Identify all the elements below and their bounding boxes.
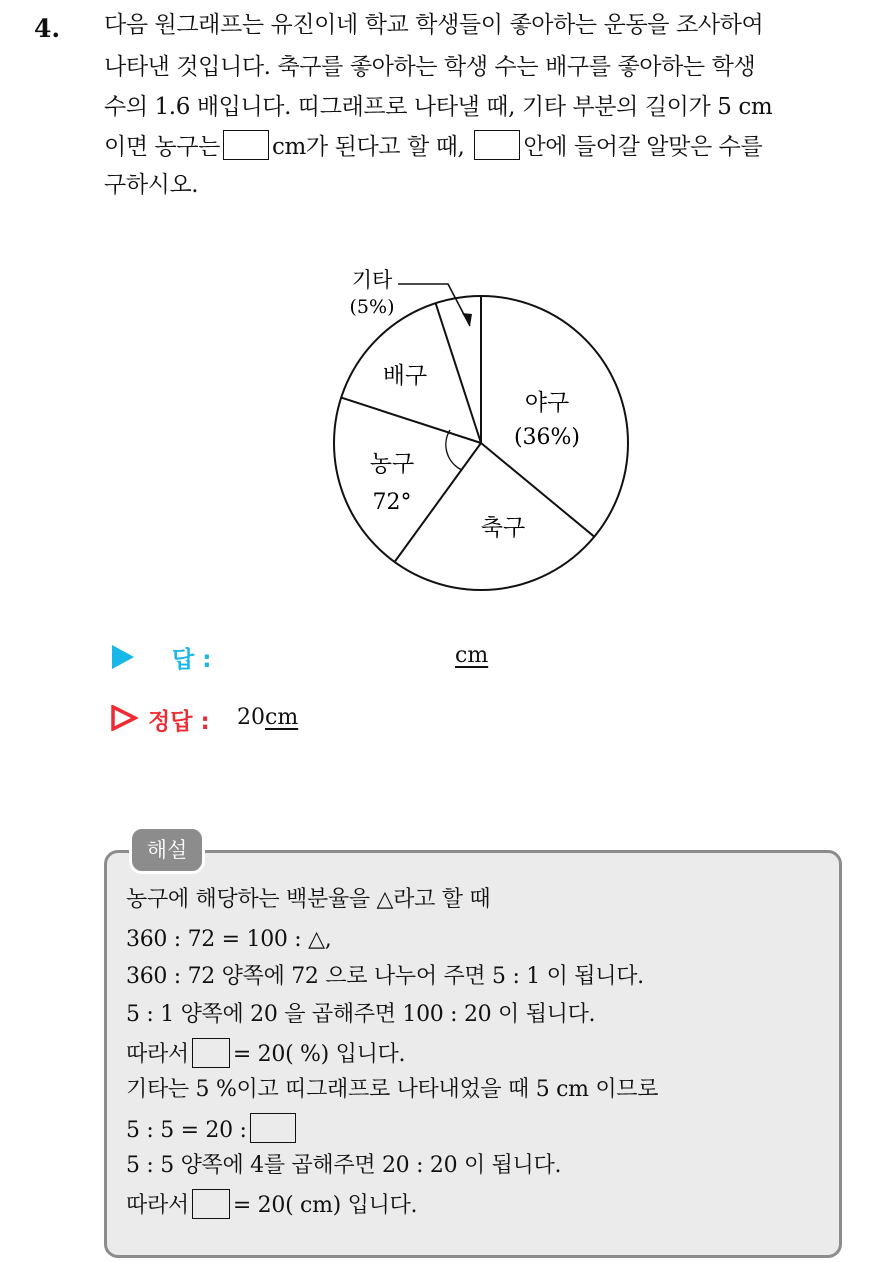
question-number: 4. [34,14,61,43]
blank-box [192,1038,230,1068]
pie-chart [300,250,650,600]
answer-unit: cm [455,643,489,668]
blank-box [223,130,269,160]
correct-answer [237,705,298,730]
explanation-line-2: 360 : 72 = 100 : △, [126,927,332,952]
correct-label: 정답 : [148,709,210,735]
explanation-line-5 [126,1038,405,1070]
explanation-line-5-part-a: 따라서 [126,1042,189,1067]
question-line-3: 수의 1.6 배입니다. 띠그래프로 나타낼 때, 기타 부분의 길이가 5 cm [104,94,773,120]
explanation-line-5-part-b: = 20( %) 입니다. [232,1042,406,1067]
question-line-2: 나타낸 것입니다. 축구를 좋아하는 학생 수는 배구를 좋아하는 학생 [104,54,756,80]
slice-label-other: 기타 [351,268,393,292]
explanation-line-1: 농구에 해당하는 백분율을 △라고 할 때 [126,887,491,912]
explanation-line-4: 5 : 1 양쪽에 20 을 곱해주면 100 : 20 이 됩니다. [126,1002,596,1027]
explanation-tab: 해설 [129,826,205,874]
slice-angle-basketball: 72° [372,490,412,515]
explanation-line-8: 5 : 5 양쪽에 4를 곱해주면 20 : 20 이 됩니다. [126,1153,562,1178]
question-line-4-part-c: 안에 들어갈 알맞은 수를 [523,134,763,160]
question-line-4-part-b: cm가 된다고 할 때, [272,134,465,160]
correct-unit: cm [265,705,299,730]
blank-box [192,1189,230,1219]
explanation-line-9-part-b: = 20( cm) 입니다. [232,1193,418,1218]
blank-box [474,130,520,160]
slice-pct-other: (5%) [349,296,395,318]
slice-label-basketball: 농구 [369,451,415,477]
correct-value: 20 [237,705,265,730]
explanation-line-7 [126,1113,299,1146]
explanation-line-9-part-a: 따라서 [126,1193,189,1218]
slice-label-volleyball: 배구 [382,363,428,389]
question-line-4-part-a: 이면 농구는 [104,134,221,160]
correct-arrow-icon [110,705,138,731]
explanation-line-7-part-a: 5 : 5 = 20 : [126,1118,247,1143]
question-line-1: 다음 원그래프는 유진이네 학교 학생들이 좋아하는 운동을 조사하여 [104,12,764,38]
explanation-line-6: 기타는 5 %이고 띠그래프로 나타내었을 때 5 cm 이므로 [126,1077,659,1102]
question-line-5: 구하시오. [104,172,199,198]
answer-label: 답 : [172,647,212,673]
explanation-line-9 [126,1189,417,1221]
question-line-4 [104,130,762,164]
slice-pct-baseball: (36%) [513,425,581,450]
slice-label-baseball: 야구 [524,390,570,416]
slice-label-soccer: 축구 [480,515,526,541]
blank-box [250,1113,296,1143]
answer-arrow-icon [112,645,134,669]
explanation-line-3: 360 : 72 양쪽에 72 으로 나누어 주면 5 : 1 이 됩니다. [126,964,644,989]
